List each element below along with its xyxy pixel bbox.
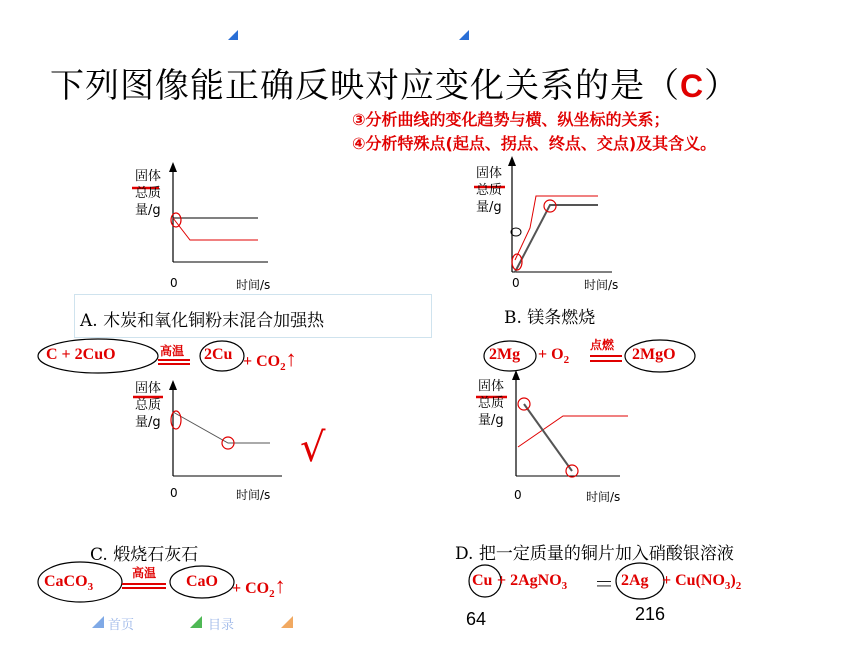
eq-b-reactant-1: 2Mg bbox=[489, 346, 521, 363]
caption-d: D. 把一定质量的铜片加入硝酸银溶液 bbox=[455, 544, 734, 564]
eq-b-condition: 点燃 bbox=[590, 338, 615, 352]
answer-letter: C bbox=[680, 68, 705, 104]
graph-b-black-line bbox=[515, 205, 598, 272]
caption-b: B. 镁条燃烧 bbox=[504, 308, 596, 328]
eq-d-reactant-1: Cu bbox=[472, 572, 493, 589]
hint-line-3: ③分析曲线的变化趋势与横、纵坐标的关系； bbox=[352, 110, 670, 129]
graph-c-xlabel: 时间/s bbox=[236, 488, 271, 502]
page-number: 64 bbox=[466, 609, 487, 629]
nav-toc-link[interactable]: 目录 bbox=[208, 618, 235, 633]
eq-d-reactant-2: + 2AgNO$_3$ bbox=[497, 572, 568, 593]
page-number-2: 216 bbox=[635, 604, 666, 624]
question-suffix: ） bbox=[704, 66, 740, 106]
graph-a-red-line bbox=[173, 218, 258, 240]
nav-home-icon bbox=[92, 616, 104, 628]
eq-c-product-1: CaO bbox=[186, 573, 218, 590]
deco-triangle-icon bbox=[459, 30, 469, 40]
eq-d-equals: ＝ bbox=[594, 574, 614, 596]
eq-a-condition: 高温 bbox=[160, 344, 185, 358]
eq-a-product-2: + $CO_2↑$ bbox=[243, 346, 297, 374]
deco-triangle-icon bbox=[228, 30, 238, 40]
eq-c-product-2: + $CO_2↑$ bbox=[232, 573, 286, 601]
graph-c-line bbox=[173, 412, 270, 443]
caption-c: C. 煅烧石灰石 bbox=[90, 545, 199, 565]
graph-d-red-line bbox=[518, 416, 628, 447]
eq-a-product-1: 2Cu bbox=[204, 346, 233, 363]
eq-b-reactant-2: + $O_2$ bbox=[538, 346, 570, 367]
check-mark: √ bbox=[300, 425, 326, 471]
graph-d-xlabel: 时间/s bbox=[586, 490, 621, 504]
nav-toc-icon bbox=[190, 616, 202, 628]
eq-d-product-1: 2Ag bbox=[621, 572, 649, 589]
graph-a-ylabel: 固体 总质 量/g bbox=[135, 169, 162, 218]
graph-d-origin: 0 bbox=[514, 488, 522, 502]
graph-a-origin: 0 bbox=[170, 276, 178, 290]
eq-d-product-2: + $Cu(NO_3)_2$ bbox=[662, 572, 742, 593]
graph-c-origin: 0 bbox=[170, 486, 178, 500]
eq-c-reactant: CaCO$_3$ bbox=[44, 573, 94, 594]
graph-b-ylabel: 固体 总质 量/g bbox=[476, 166, 503, 215]
graph-b-origin: 0 bbox=[512, 276, 520, 290]
hint-line-4: ④分析特殊点(起点、拐点、终点、交点)及其含义。 bbox=[352, 134, 717, 153]
graph-b-xlabel: 时间/s bbox=[584, 278, 619, 292]
eq-b-product: 2MgO bbox=[632, 346, 676, 363]
eq-c-condition: 高温 bbox=[132, 566, 157, 580]
caption-a: A. 木炭和氧化铜粉末混合加强热 bbox=[80, 311, 325, 331]
graph-d-ylabel: 固体 总质 量/g bbox=[478, 379, 505, 428]
nav-home-link[interactable]: 首页 bbox=[108, 618, 135, 633]
graph-c-ylabel: 固体 总质 量/g bbox=[135, 381, 162, 430]
nav-next-icon bbox=[281, 616, 293, 628]
question-title bbox=[50, 58, 739, 107]
graph-a-xlabel: 时间/s bbox=[236, 278, 271, 292]
question-prefix: 下列图像能正确反映对应变化关系的是（ bbox=[50, 66, 680, 106]
eq-a-left: C + 2CuO bbox=[46, 346, 116, 363]
